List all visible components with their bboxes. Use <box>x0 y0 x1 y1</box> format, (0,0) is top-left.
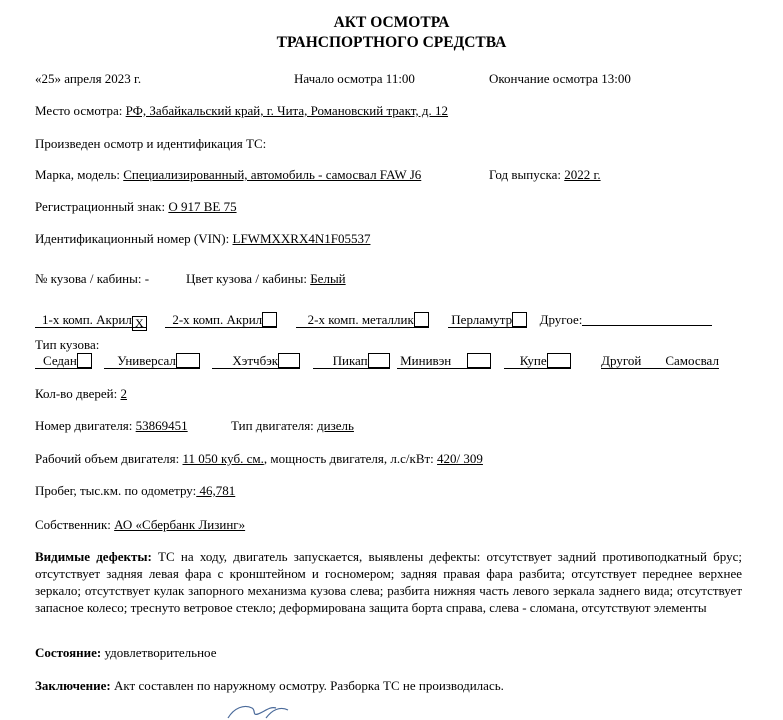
mileage-value: 46,781 <box>196 483 236 498</box>
body-sedan-label: Седан <box>43 353 77 368</box>
reg-label: Регистрационный знак: <box>35 199 169 214</box>
state-label: Состояние: <box>35 645 102 660</box>
body-sedan-checkbox[interactable] <box>77 353 92 368</box>
body-hatch <box>212 353 300 369</box>
body-pickup <box>313 353 390 369</box>
vin-label: Идентификационный номер (VIN): <box>35 231 233 246</box>
body-type-row <box>35 353 719 369</box>
owner-row <box>35 517 245 533</box>
engine-type-label: Тип двигателя: <box>231 418 318 433</box>
color-row <box>186 271 346 287</box>
body-hatch-checkbox[interactable] <box>278 353 300 368</box>
paint-row <box>35 312 712 331</box>
body-sedan <box>35 353 92 369</box>
paint-opt3 <box>296 312 429 328</box>
body-other-value: Самосвал <box>665 353 719 368</box>
mileage-label: Пробег, тыс.км. по одометру: <box>35 483 197 498</box>
body-coupe-label: Купе <box>519 353 547 368</box>
body-type-label: Тип кузова: <box>35 337 100 352</box>
paint-opt4-checkbox[interactable] <box>512 312 527 327</box>
owner-label: Собственник: <box>35 517 115 532</box>
inspection-start: Начало осмотра 11:00 <box>294 71 415 86</box>
paint-other-label: Другое: <box>539 312 583 327</box>
paint-opt1-label: 1-х комп. Акрил <box>42 312 132 327</box>
paint-opt2-label: 2-х комп. Акрил <box>172 312 263 327</box>
body-hatch-label: Хэтчбэк <box>232 353 279 368</box>
inspection-date: «25» апреля 2023 г. <box>35 71 142 86</box>
doc-title-line1: АКТ ОСМОТРА <box>333 14 450 31</box>
doors-row <box>35 386 127 402</box>
doc-title-line2: ТРАНСПОРТНОГО СРЕДСТВА <box>276 34 507 51</box>
body-universal-label: Универсал <box>117 353 176 368</box>
body-minivan-label: Минивэн <box>400 353 452 368</box>
volume-value: 11 050 куб. см. <box>182 451 264 466</box>
conclusion-value: Акт составлен по наружному осмотру. Разборка ТС не производилась. <box>110 678 504 693</box>
body-universal-checkbox[interactable] <box>176 353 200 368</box>
year-label: Год выпуска: <box>489 167 565 182</box>
signature-mark <box>222 700 302 720</box>
defects-label: Видимые дефекты: <box>35 549 152 564</box>
engine-no-label: Номер двигателя: <box>35 418 136 433</box>
body-coupe-checkbox[interactable] <box>547 353 571 368</box>
year-row <box>489 167 601 183</box>
body-other <box>601 353 719 369</box>
paint-opt4-label: Перламутр <box>451 312 513 327</box>
body-minivan-checkbox[interactable] <box>467 353 491 368</box>
place-row <box>35 103 448 119</box>
year-value: 2022 г. <box>564 167 601 182</box>
vin-row <box>35 231 370 247</box>
place-label: Место осмотра: <box>35 103 126 118</box>
defects-text: ТС на ходу, двигатель запускается, выявлены дефекты: отсутствует задний противоподкатный брус; отсутствует задняя левая фара с кронштейном и госномером; задняя правая фара разбита; отсутствует переднее верхнее зеркало; отсутствует кулак запорного механизма кузова слева; разбита нижняя часть левого зеркала заднего вида; отсутствует запасное колесо; треснуто ветровое стекло; деформирована защита борта справа, слева - сломана, отсутствуют элементы <box>35 549 742 615</box>
make-row <box>35 167 421 183</box>
paint-opt3-label: 2-х комп. металлик <box>307 312 414 327</box>
paint-opt4 <box>448 312 527 328</box>
defects-paragraph <box>35 548 742 616</box>
power-value: 420/ 309 <box>437 451 483 466</box>
doors-value: 2 <box>120 386 128 401</box>
place-value: РФ, Забайкальский край, г. Чита, Романовский тракт, д. 12 <box>125 103 449 118</box>
engine-type-row <box>231 418 354 434</box>
color-label: Цвет кузова / кабины: <box>186 271 311 286</box>
body-pickup-label: Пикап <box>332 353 368 368</box>
volume-row <box>35 451 483 467</box>
body-universal <box>104 353 200 369</box>
color-value: Белый <box>310 271 346 286</box>
make-value: Специализированный, автомобиль - самосвал FAW J6 <box>123 167 422 182</box>
state-row <box>35 645 216 661</box>
body-number: № кузова / кабины: - <box>35 271 150 286</box>
engine-no-value: 53869451 <box>135 418 188 433</box>
paint-opt2-checkbox[interactable] <box>262 312 277 327</box>
body-minivan <box>397 353 491 369</box>
make-label: Марка, модель: <box>35 167 124 182</box>
power-label: , мощность двигателя, л.с/кВт: <box>263 451 438 466</box>
paint-opt1-checkbox[interactable]: X <box>132 316 147 331</box>
vin-value: LFWMXXRX4N1F05537 <box>232 231 371 246</box>
paint-other-field[interactable] <box>582 312 712 326</box>
doors-label: Кол-во дверей: <box>35 386 121 401</box>
inspection-end: Окончание осмотра 13:00 <box>489 71 631 86</box>
paint-opt3-checkbox[interactable] <box>414 312 429 327</box>
reg-row <box>35 199 237 215</box>
engine-no-row <box>35 418 188 434</box>
body-pickup-checkbox[interactable] <box>368 353 390 368</box>
volume-label: Рабочий объем двигателя: <box>35 451 183 466</box>
paint-opt1 <box>35 312 147 328</box>
state-value: удовлетворительное <box>101 645 217 660</box>
identified-text: Произведен осмотр и идентификация ТС: <box>35 136 267 151</box>
body-coupe <box>504 353 571 369</box>
conclusion-row <box>35 678 504 694</box>
paint-opt2 <box>165 312 277 328</box>
mileage-row <box>35 483 235 499</box>
owner-value: АО «Сбербанк Лизинг» <box>114 517 246 532</box>
body-other-label: Другой <box>601 353 642 368</box>
engine-type-value: дизель <box>317 418 354 433</box>
conclusion-label: Заключение: <box>35 678 111 693</box>
reg-value: О 917 ВЕ 75 <box>168 199 237 214</box>
